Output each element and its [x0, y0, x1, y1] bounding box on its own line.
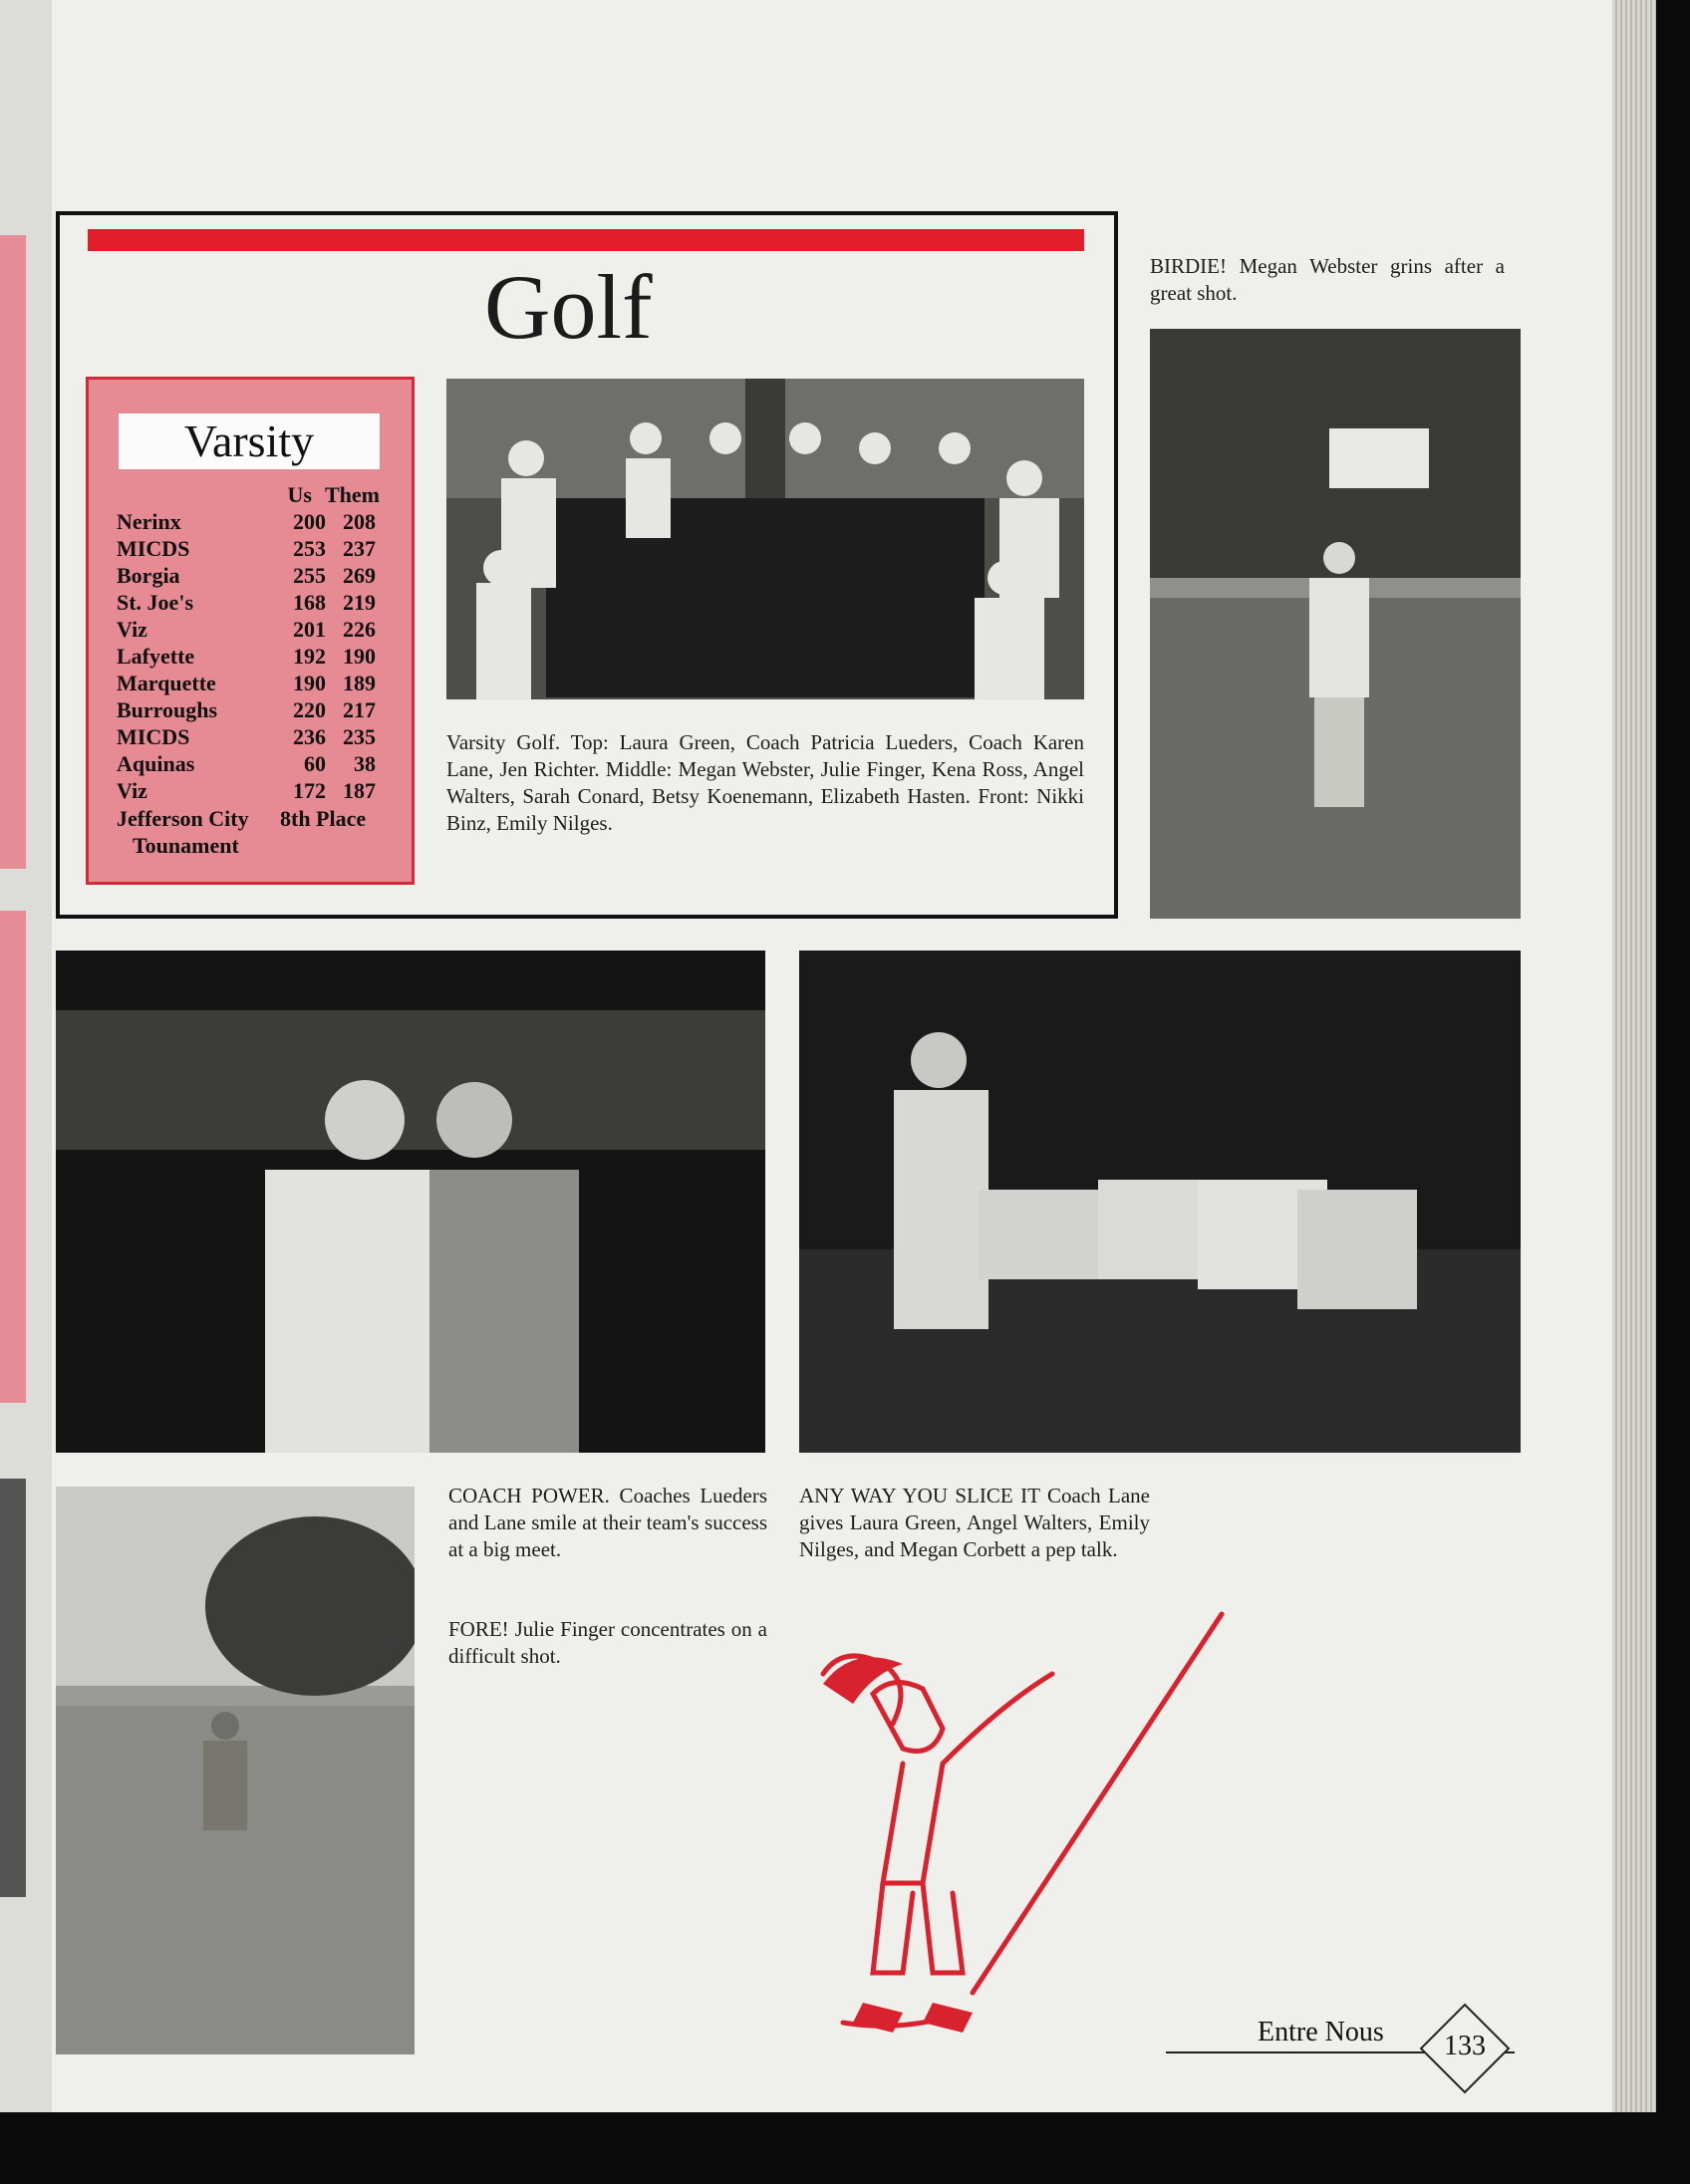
fore-photo	[56, 1487, 415, 2054]
them-score: 217	[343, 697, 376, 722]
opponent-name: Borgia	[117, 563, 180, 588]
birdie-photo	[1150, 329, 1521, 919]
page-stack-edge	[1612, 0, 1656, 2112]
team-photo	[446, 379, 1084, 699]
tournament-row-2: Tounament	[133, 833, 239, 858]
us-score: 190	[293, 671, 326, 695]
score-row	[117, 562, 386, 589]
col-them-label: Them	[325, 482, 380, 507]
us-score: 60	[304, 751, 326, 776]
page-number-diamond	[1417, 2001, 1513, 2096]
pep-talk-photo	[799, 951, 1521, 1453]
score-row	[117, 777, 386, 804]
us-score: 172	[293, 778, 326, 803]
scores-heading: Varsity	[119, 413, 380, 469]
varsity-score-panel	[86, 377, 415, 885]
us-score: 201	[293, 617, 326, 642]
slice-caption: ANY WAY YOU SLICE IT Coach Lane gives Laura Green, Angel Walters, Emily Nilges, and Megan Corbett a pep talk.	[799, 1484, 1150, 1561]
page-title: Golf	[484, 256, 653, 358]
score-row	[117, 750, 386, 777]
them-score: 190	[343, 644, 376, 669]
them-score: 187	[343, 778, 376, 803]
golfer-cartoon-illustration	[783, 1594, 1242, 2052]
tournament-name: Jefferson City	[117, 806, 249, 831]
us-score: 255	[293, 563, 326, 588]
opponent-name: Aquinas	[117, 751, 195, 776]
them-score: 235	[343, 724, 376, 749]
red-title-rule	[88, 229, 1084, 251]
tournament-result: 8th Place	[280, 806, 367, 831]
us-score: 253	[293, 536, 326, 561]
birdie-caption: BIRDIE! Megan Webster grins after a great shot.	[1150, 254, 1505, 305]
score-row	[117, 696, 386, 723]
opponent-name: MICDS	[117, 536, 190, 561]
them-score: 226	[343, 617, 376, 642]
page-number: 133	[1444, 2031, 1486, 2061]
us-score: 200	[293, 509, 326, 534]
score-row	[117, 589, 386, 616]
us-score: 192	[293, 644, 326, 669]
score-row	[117, 670, 386, 696]
us-score: 168	[293, 590, 326, 615]
opponent-name: Burroughs	[117, 697, 218, 722]
opponent-name: Viz	[117, 617, 147, 642]
them-score: 189	[343, 671, 376, 695]
fore-caption: FORE! Julie Finger concentrates on a difficult shot.	[448, 1617, 767, 1668]
opponent-name: Nerinx	[117, 509, 181, 534]
score-row	[117, 723, 386, 750]
running-head: Entre Nous	[1258, 2017, 1384, 2048]
opponent-name: St. Joe's	[117, 590, 193, 615]
score-row	[117, 616, 386, 643]
coaches-photo	[56, 951, 765, 1453]
coach-power-caption: COACH POWER. Coaches Lueders and Lane smile at their team's success at a big meet.	[448, 1484, 767, 1561]
opponent-name: Lafyette	[117, 644, 195, 669]
us-score: 220	[293, 697, 326, 722]
score-row	[117, 535, 386, 562]
them-score: 219	[343, 590, 376, 615]
them-score: 269	[343, 563, 376, 588]
team-caption: Varsity Golf. Top: Laura Green, Coach Patricia Lueders, Coach Karen Lane, Jen Richter. Middle: Megan Webster, Julie Finger, Kena Ross, Angel Walters, Sarah Conard, Betsy Koenemann, Elizabeth Hasten. Front: Nikki Binz, Emily Nilges.	[446, 730, 1084, 835]
opponent-name: Marquette	[117, 671, 216, 695]
col-us-label: Us	[287, 482, 312, 507]
score-row	[117, 643, 386, 670]
them-score: 38	[354, 751, 376, 776]
facing-page-pink-strip-lower	[0, 911, 26, 1403]
score-row	[117, 508, 386, 535]
them-score: 208	[343, 509, 376, 534]
facing-page-photo-edge	[0, 1479, 26, 1897]
facing-page-pink-strip	[0, 235, 26, 869]
opponent-name: Viz	[117, 778, 147, 803]
tournament-row	[117, 805, 386, 832]
opponent-name: MICDS	[117, 724, 190, 749]
us-score: 236	[293, 724, 326, 749]
them-score: 237	[343, 536, 376, 561]
